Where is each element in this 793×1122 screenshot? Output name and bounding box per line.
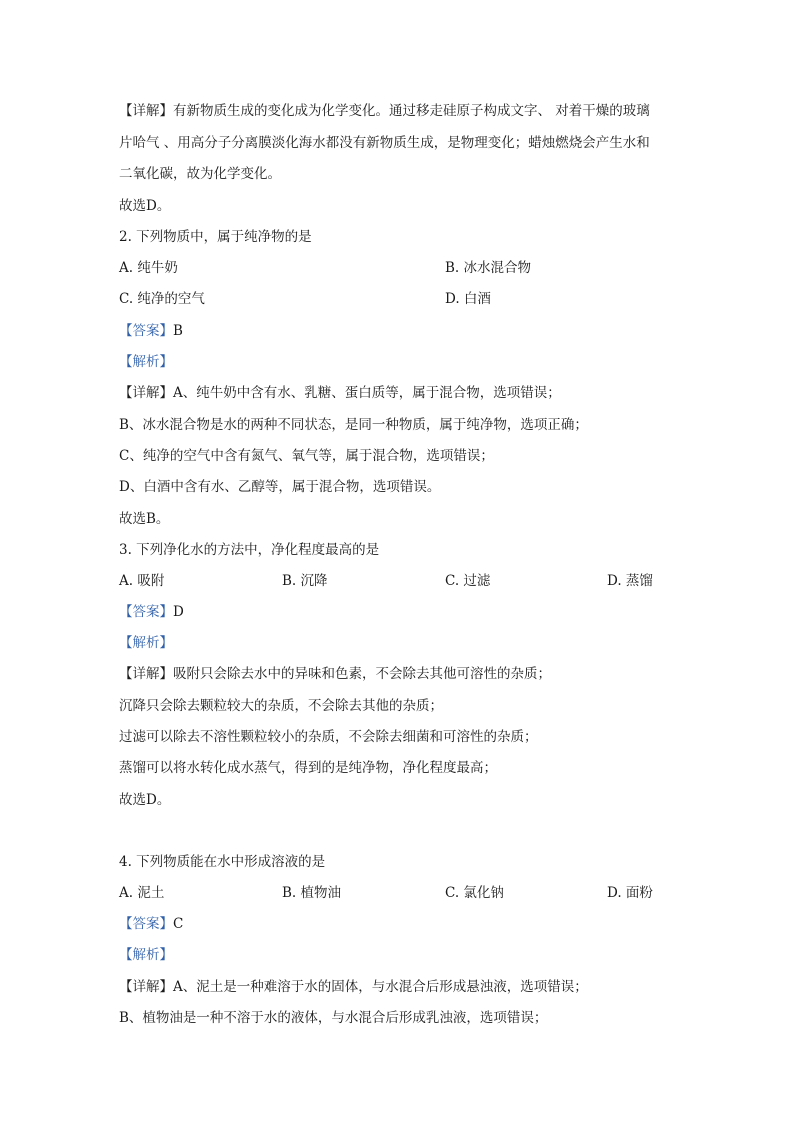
q3-detail-2: 沉降只会除去颗粒较大的杂质，不会除去其他的杂质；	[119, 698, 443, 714]
q1-conclusion: 故选D。	[119, 198, 171, 214]
q2-option-b: B. 冰水混合物	[445, 260, 532, 276]
q3-option-b: B. 沉降	[282, 573, 328, 589]
q4-detail-a: 【详解】A、泥土是一种难溶于水的固体，与水混合后形成悬浊液，选项错误；	[119, 979, 588, 995]
q2-stem: 2. 下列物质中，属于纯净物的是	[119, 229, 312, 245]
q2-detail-b: B、冰水混合物是水的两种不同状态，是同一种物质，属于纯净物，选项正确；	[119, 417, 588, 433]
q2-option-d: D. 白酒	[445, 291, 491, 307]
q2-answer	[119, 321, 183, 341]
q4-answer	[119, 914, 183, 934]
q4-detail-b: B、植物油是一种不溶于水的液体，与水混合后形成乳浊液，选项错误；	[119, 1010, 548, 1026]
q3-detail-1: 【详解】吸附只会除去水中的异味和色素，不会除去其他可溶性的杂质；	[119, 666, 551, 682]
q4-answer-tag: 【答案】	[119, 916, 173, 932]
q2-option-a: A. 纯牛奶	[119, 260, 178, 276]
q3-answer-value: D	[173, 604, 184, 620]
q4-option-b: B. 植物油	[282, 885, 342, 901]
q3-detail-4: 蒸馏可以将水转化成水蒸气，得到的是纯净物，净化程度最高；	[119, 760, 497, 776]
q3-answer	[119, 602, 184, 622]
q3-detail-3: 过滤可以除去不溶性颗粒较小的杂质，不会除去细菌和可溶性的杂质；	[119, 729, 538, 745]
q2-option-c: C. 纯净的空气	[119, 291, 205, 307]
q4-answer-value: C	[173, 916, 184, 932]
q3-option-d: D. 蒸馏	[607, 573, 653, 589]
q3-conclusion: 故选D。	[119, 792, 171, 808]
q2-conclusion: 故选B。	[119, 511, 170, 527]
q3-analysis-tag: 【解析】	[119, 635, 173, 651]
q2-detail-d: D、白酒中含有水、乙醇等，属于混合物，选项错误。	[119, 479, 441, 495]
q2-answer-value: B	[173, 323, 183, 339]
q2-detail-c: C、纯净的空气中含有氮气、氧气等，属于混合物，选项错误；	[119, 448, 494, 464]
q2-answer-tag: 【答案】	[119, 323, 173, 339]
q3-answer-tag: 【答案】	[119, 604, 173, 620]
q3-option-c: C. 过滤	[445, 573, 491, 589]
q4-option-d: D. 面粉	[607, 885, 653, 901]
q4-option-a: A. 泥土	[119, 885, 165, 901]
q3-stem: 3. 下列净化水的方法中，净化程度最高的是	[119, 542, 380, 558]
q1-detail-line-1: 【详解】有新物质生成的变化成为化学变化。通过移走硅原子构成文字、 对着干燥的玻璃	[119, 103, 650, 119]
q2-analysis-tag: 【解析】	[119, 354, 173, 370]
q4-option-c: C. 氯化钠	[445, 885, 504, 901]
q1-detail-line-2: 片哈气 、用高分子分离膜淡化海水都没有新物质生成，是物理变化；蜡烛燃烧会产生水和	[119, 135, 650, 151]
q3-option-a: A. 吸附	[119, 573, 165, 589]
q4-analysis-tag: 【解析】	[119, 947, 173, 963]
q4-stem: 4. 下列物质能在水中形成溶液的是	[119, 854, 326, 870]
q1-detail-line-3: 二氧化碳，故为化学变化。	[119, 166, 281, 182]
q2-detail-a: 【详解】A、纯牛奶中含有水、乳糖、蛋白质等，属于混合物，选项错误；	[119, 385, 561, 401]
